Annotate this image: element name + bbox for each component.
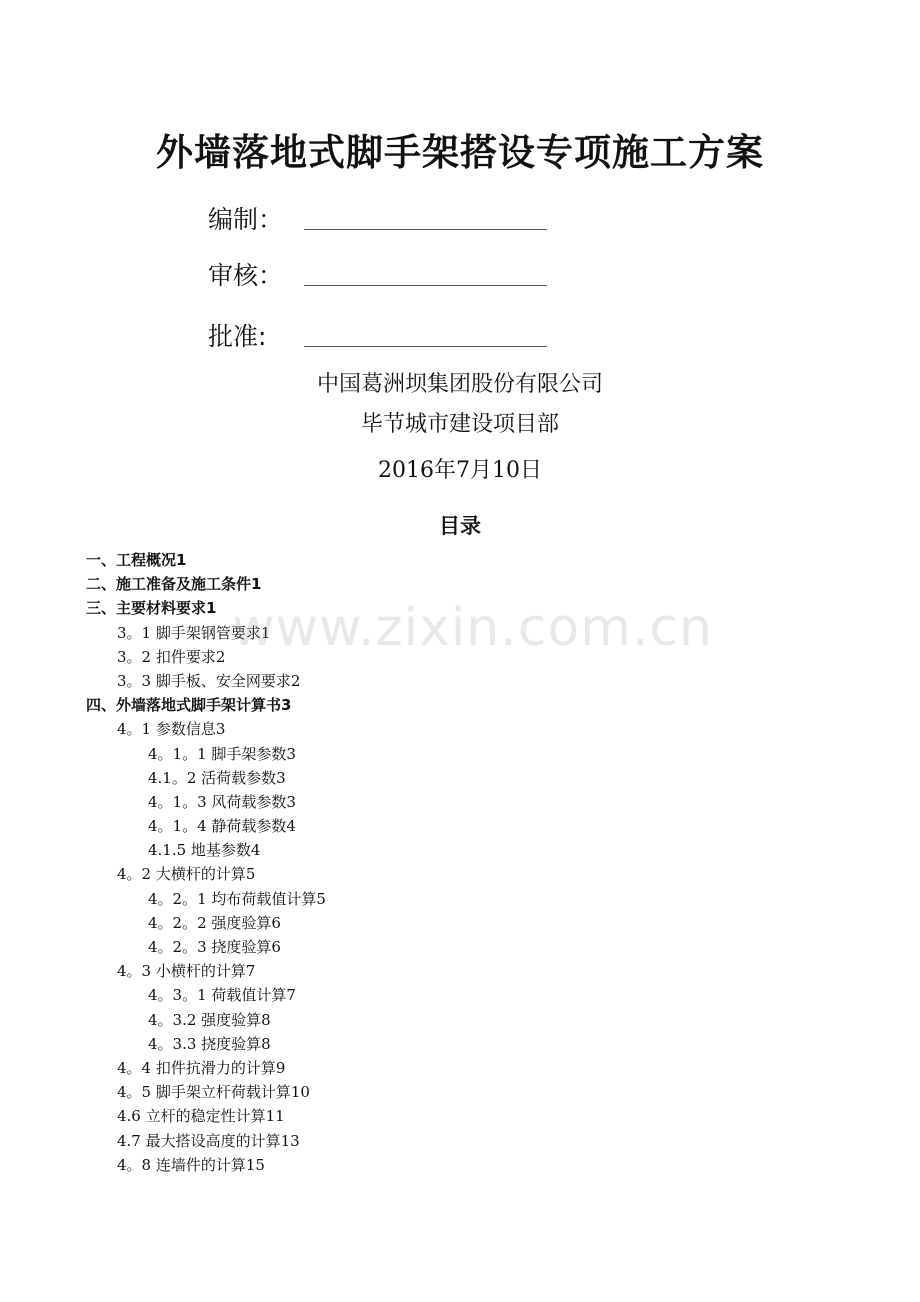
signature-row-compiler (208, 196, 547, 236)
approver-label: 批准: (208, 322, 267, 351)
toc-heading: 目录 (439, 514, 481, 538)
document-date: 2016年7月10日 (378, 458, 542, 483)
toc-entry[interactable]: 4。1。4 静荷载参数4 (148, 817, 296, 836)
signature-row-approver (208, 313, 547, 353)
toc-entry[interactable]: 4.1。2 活荷载参数3 (148, 768, 286, 787)
toc-entry[interactable]: 4。4 扣件抗滑力的计算9 (117, 1058, 286, 1077)
toc-entry[interactable]: 二、施工准备及施工条件1 (86, 575, 262, 594)
toc-entry[interactable]: 4。5 脚手架立杆荷载计算10 (117, 1083, 310, 1102)
toc-entry[interactable]: 4。3.3 挠度验算8 (148, 1034, 271, 1053)
compiler-label: 编制： (208, 205, 284, 234)
toc-entry[interactable]: 4。2 大横杆的计算5 (117, 865, 256, 884)
toc-entry[interactable]: 4.7 最大搭设高度的计算13 (117, 1131, 300, 1150)
toc-entry[interactable]: 4。2。3 挠度验算6 (148, 938, 281, 956)
table-of-contents (0, 548, 920, 1177)
company-name: 中国葛洲坝集团股份有限公司 (316, 372, 603, 397)
toc-entry[interactable]: 4。1 参数信息3 (117, 720, 226, 739)
watermark: www.zixin.com.cn (232, 598, 713, 658)
department-name: 毕节城市建设项目部 (360, 412, 559, 437)
toc-entry[interactable]: 4。1。3 风荷载参数3 (148, 792, 296, 811)
toc-entry[interactable]: 4。3。1 荷载值计算7 (148, 986, 296, 1005)
signature-row-reviewer (208, 252, 547, 292)
toc-entry[interactable]: 四、外墙落地式脚手架计算书3 (86, 696, 292, 715)
toc-entry[interactable]: 4.6 立杆的稳定性计算11 (117, 1107, 285, 1126)
toc-entry[interactable]: 4。2。2 强度验算6 (148, 913, 281, 932)
toc-entry[interactable]: 4。1。1 脚手架参数3 (148, 744, 296, 763)
toc-entry[interactable]: 一、工程概况1 (86, 551, 187, 569)
toc-entry[interactable]: 4。2。1 均布荷载值计算5 (148, 889, 326, 908)
toc-entry[interactable]: 3。3 脚手板、安全网要求2 (117, 671, 301, 690)
toc-entry[interactable]: 4.1.5 地基参数4 (148, 841, 261, 860)
toc-entry[interactable]: 4。3.2 强度验算8 (148, 1010, 271, 1029)
toc-entry[interactable]: 3。1 脚手架钢管要求1 (117, 623, 271, 642)
toc-entry[interactable]: 4。3 小横杆的计算7 (117, 962, 256, 981)
toc-entry[interactable]: 3。2 扣件要求2 (117, 647, 226, 666)
approver-signature-line (304, 345, 547, 347)
reviewer-label: 审核： (208, 261, 284, 290)
document-title: 外墙落地式脚手架搭设专项施工方案 (156, 131, 764, 174)
toc-entry[interactable]: 4。8 连墙件的计算15 (117, 1155, 265, 1174)
compiler-signature-line (304, 228, 547, 230)
toc-entry[interactable]: 三、主要材料要求1 (86, 599, 217, 618)
reviewer-signature-line (304, 284, 547, 286)
